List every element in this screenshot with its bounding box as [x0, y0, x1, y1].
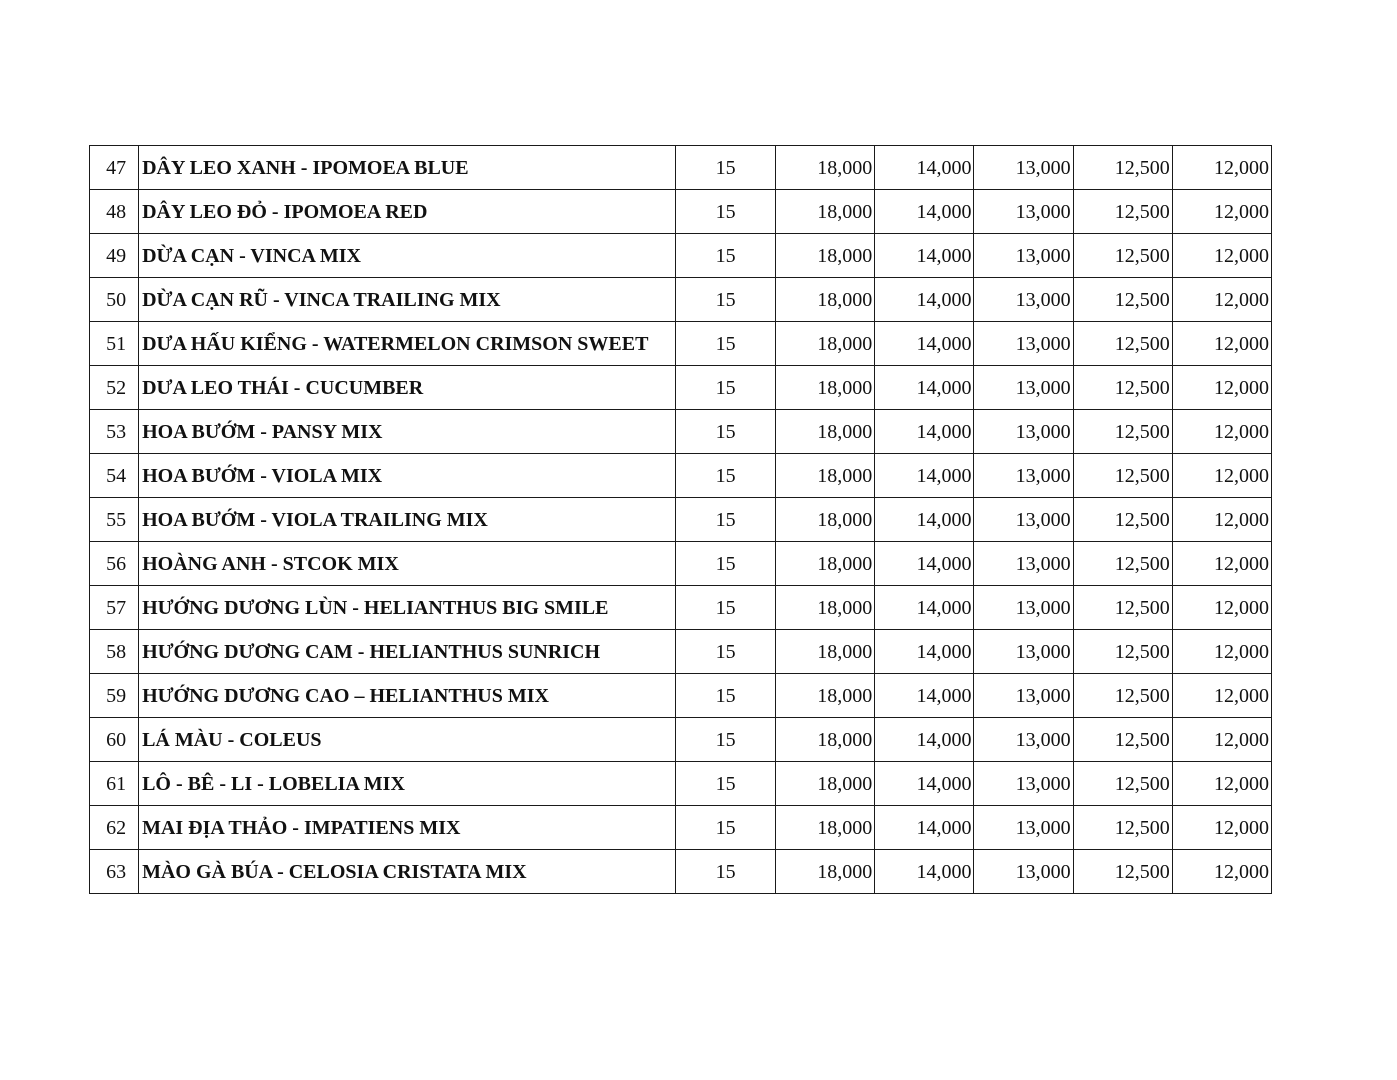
product-name-cell: DƯA HẤU KIỂNG - WATERMELON CRIMSON SWEET: [139, 322, 676, 366]
price-cell-tier-2: 14,000: [875, 630, 974, 674]
quantity-cell: 15: [675, 366, 775, 410]
price-cell-tier-4: 12,500: [1073, 718, 1172, 762]
price-cell-tier-3: 13,000: [974, 850, 1073, 894]
product-name-cell: HOA BƯỚM - VIOLA MIX: [139, 454, 676, 498]
table-row: [90, 630, 1272, 674]
price-cell-tier-1: 18,000: [776, 190, 875, 234]
price-cell-tier-3: 13,000: [974, 322, 1073, 366]
price-cell-tier-5: 12,000: [1172, 234, 1271, 278]
quantity-cell: 15: [675, 278, 775, 322]
table-row: [90, 674, 1272, 718]
row-number-cell: 48: [90, 190, 139, 234]
table-row: [90, 806, 1272, 850]
table-row: [90, 366, 1272, 410]
price-cell-tier-3: 13,000: [974, 410, 1073, 454]
price-cell-tier-1: 18,000: [776, 278, 875, 322]
product-name-cell: HOA BƯỚM - PANSY MIX: [139, 410, 676, 454]
quantity-cell: 15: [675, 674, 775, 718]
product-name-cell: LÔ - BÊ - LI - LOBELIA MIX: [139, 762, 676, 806]
product-name-cell: DÂY LEO XANH - IPOMOEA BLUE: [139, 146, 676, 190]
row-number-cell: 60: [90, 718, 139, 762]
price-cell-tier-4: 12,500: [1073, 410, 1172, 454]
price-cell-tier-5: 12,000: [1172, 630, 1271, 674]
price-cell-tier-1: 18,000: [776, 146, 875, 190]
price-cell-tier-1: 18,000: [776, 586, 875, 630]
product-name-cell: HƯỚNG DƯƠNG LÙN - HELIANTHUS BIG SMILE: [139, 586, 676, 630]
price-cell-tier-4: 12,500: [1073, 322, 1172, 366]
row-number-cell: 62: [90, 806, 139, 850]
product-name-cell: MÀO GÀ BÚA - CELOSIA CRISTATA MIX: [139, 850, 676, 894]
quantity-cell: 15: [675, 630, 775, 674]
price-cell-tier-5: 12,000: [1172, 454, 1271, 498]
price-cell-tier-1: 18,000: [776, 366, 875, 410]
price-cell-tier-3: 13,000: [974, 190, 1073, 234]
price-cell-tier-2: 14,000: [875, 322, 974, 366]
product-name-cell: DÂY LEO ĐỎ - IPOMOEA RED: [139, 190, 676, 234]
table-row: [90, 498, 1272, 542]
price-cell-tier-3: 13,000: [974, 366, 1073, 410]
product-name-cell: DƯA LEO THÁI - CUCUMBER: [139, 366, 676, 410]
price-cell-tier-3: 13,000: [974, 806, 1073, 850]
price-cell-tier-2: 14,000: [875, 806, 974, 850]
price-cell-tier-5: 12,000: [1172, 322, 1271, 366]
price-cell-tier-5: 12,000: [1172, 762, 1271, 806]
table-row: [90, 410, 1272, 454]
seed-price-table: [89, 145, 1272, 894]
price-cell-tier-4: 12,500: [1073, 674, 1172, 718]
row-number-cell: 56: [90, 542, 139, 586]
price-cell-tier-5: 12,000: [1172, 146, 1271, 190]
price-cell-tier-3: 13,000: [974, 146, 1073, 190]
price-cell-tier-3: 13,000: [974, 586, 1073, 630]
price-cell-tier-1: 18,000: [776, 454, 875, 498]
row-number-cell: 54: [90, 454, 139, 498]
table-row: [90, 762, 1272, 806]
table-row: [90, 542, 1272, 586]
price-cell-tier-2: 14,000: [875, 278, 974, 322]
product-name-cell: MAI ĐỊA THẢO - IMPATIENS MIX: [139, 806, 676, 850]
quantity-cell: 15: [675, 762, 775, 806]
product-name-cell: HOA BƯỚM - VIOLA TRAILING MIX: [139, 498, 676, 542]
price-cell-tier-5: 12,000: [1172, 410, 1271, 454]
quantity-cell: 15: [675, 806, 775, 850]
price-cell-tier-5: 12,000: [1172, 366, 1271, 410]
product-name-cell: HƯỚNG DƯƠNG CAM - HELIANTHUS SUNRICH: [139, 630, 676, 674]
price-cell-tier-3: 13,000: [974, 762, 1073, 806]
price-cell-tier-1: 18,000: [776, 806, 875, 850]
row-number-cell: 50: [90, 278, 139, 322]
price-cell-tier-2: 14,000: [875, 454, 974, 498]
table-row: [90, 850, 1272, 894]
price-cell-tier-4: 12,500: [1073, 542, 1172, 586]
price-cell-tier-3: 13,000: [974, 498, 1073, 542]
price-cell-tier-4: 12,500: [1073, 850, 1172, 894]
price-cell-tier-4: 12,500: [1073, 586, 1172, 630]
price-cell-tier-1: 18,000: [776, 234, 875, 278]
row-number-cell: 59: [90, 674, 139, 718]
price-cell-tier-1: 18,000: [776, 322, 875, 366]
price-cell-tier-2: 14,000: [875, 718, 974, 762]
table-row: [90, 322, 1272, 366]
price-cell-tier-3: 13,000: [974, 542, 1073, 586]
quantity-cell: 15: [675, 850, 775, 894]
price-cell-tier-1: 18,000: [776, 850, 875, 894]
price-cell-tier-1: 18,000: [776, 498, 875, 542]
price-cell-tier-5: 12,000: [1172, 806, 1271, 850]
row-number-cell: 61: [90, 762, 139, 806]
price-cell-tier-4: 12,500: [1073, 366, 1172, 410]
price-cell-tier-1: 18,000: [776, 630, 875, 674]
product-name-cell: DỪA CẠN - VINCA MIX: [139, 234, 676, 278]
price-cell-tier-5: 12,000: [1172, 498, 1271, 542]
price-cell-tier-4: 12,500: [1073, 498, 1172, 542]
quantity-cell: 15: [675, 586, 775, 630]
price-cell-tier-3: 13,000: [974, 234, 1073, 278]
quantity-cell: 15: [675, 410, 775, 454]
price-cell-tier-5: 12,000: [1172, 278, 1271, 322]
price-cell-tier-4: 12,500: [1073, 146, 1172, 190]
price-cell-tier-5: 12,000: [1172, 850, 1271, 894]
quantity-cell: 15: [675, 146, 775, 190]
price-cell-tier-1: 18,000: [776, 718, 875, 762]
price-cell-tier-2: 14,000: [875, 674, 974, 718]
price-cell-tier-1: 18,000: [776, 410, 875, 454]
price-cell-tier-2: 14,000: [875, 234, 974, 278]
price-cell-tier-4: 12,500: [1073, 630, 1172, 674]
price-cell-tier-2: 14,000: [875, 586, 974, 630]
quantity-cell: 15: [675, 190, 775, 234]
price-cell-tier-2: 14,000: [875, 542, 974, 586]
price-cell-tier-3: 13,000: [974, 278, 1073, 322]
price-cell-tier-5: 12,000: [1172, 586, 1271, 630]
price-cell-tier-1: 18,000: [776, 762, 875, 806]
price-cell-tier-4: 12,500: [1073, 806, 1172, 850]
row-number-cell: 63: [90, 850, 139, 894]
price-cell-tier-4: 12,500: [1073, 762, 1172, 806]
row-number-cell: 58: [90, 630, 139, 674]
price-cell-tier-2: 14,000: [875, 146, 974, 190]
table-row: [90, 586, 1272, 630]
row-number-cell: 55: [90, 498, 139, 542]
price-cell-tier-2: 14,000: [875, 190, 974, 234]
quantity-cell: 15: [675, 498, 775, 542]
price-cell-tier-3: 13,000: [974, 454, 1073, 498]
table-row: [90, 146, 1272, 190]
price-cell-tier-5: 12,000: [1172, 674, 1271, 718]
price-cell-tier-4: 12,500: [1073, 234, 1172, 278]
row-number-cell: 57: [90, 586, 139, 630]
row-number-cell: 51: [90, 322, 139, 366]
price-cell-tier-4: 12,500: [1073, 454, 1172, 498]
price-cell-tier-4: 12,500: [1073, 190, 1172, 234]
table-row: [90, 278, 1272, 322]
price-cell-tier-3: 13,000: [974, 674, 1073, 718]
row-number-cell: 52: [90, 366, 139, 410]
product-name-cell: DỪA CẠN RŨ - VINCA TRAILING MIX: [139, 278, 676, 322]
table-row: [90, 718, 1272, 762]
product-name-cell: HOÀNG ANH - STCOK MIX: [139, 542, 676, 586]
table-row: [90, 454, 1272, 498]
price-cell-tier-1: 18,000: [776, 542, 875, 586]
price-cell-tier-1: 18,000: [776, 674, 875, 718]
row-number-cell: 47: [90, 146, 139, 190]
row-number-cell: 49: [90, 234, 139, 278]
price-cell-tier-3: 13,000: [974, 718, 1073, 762]
price-cell-tier-4: 12,500: [1073, 278, 1172, 322]
price-cell-tier-3: 13,000: [974, 630, 1073, 674]
product-name-cell: LÁ MÀU - COLEUS: [139, 718, 676, 762]
table-row: [90, 234, 1272, 278]
price-cell-tier-5: 12,000: [1172, 718, 1271, 762]
quantity-cell: 15: [675, 454, 775, 498]
quantity-cell: 15: [675, 322, 775, 366]
price-cell-tier-2: 14,000: [875, 366, 974, 410]
quantity-cell: 15: [675, 542, 775, 586]
price-cell-tier-2: 14,000: [875, 850, 974, 894]
price-cell-tier-2: 14,000: [875, 762, 974, 806]
price-cell-tier-2: 14,000: [875, 410, 974, 454]
quantity-cell: 15: [675, 718, 775, 762]
price-cell-tier-5: 12,000: [1172, 190, 1271, 234]
product-name-cell: HƯỚNG DƯƠNG CAO – HELIANTHUS MIX: [139, 674, 676, 718]
price-cell-tier-2: 14,000: [875, 498, 974, 542]
row-number-cell: 53: [90, 410, 139, 454]
quantity-cell: 15: [675, 234, 775, 278]
table-body: [90, 146, 1272, 894]
price-cell-tier-5: 12,000: [1172, 542, 1271, 586]
table-row: [90, 190, 1272, 234]
